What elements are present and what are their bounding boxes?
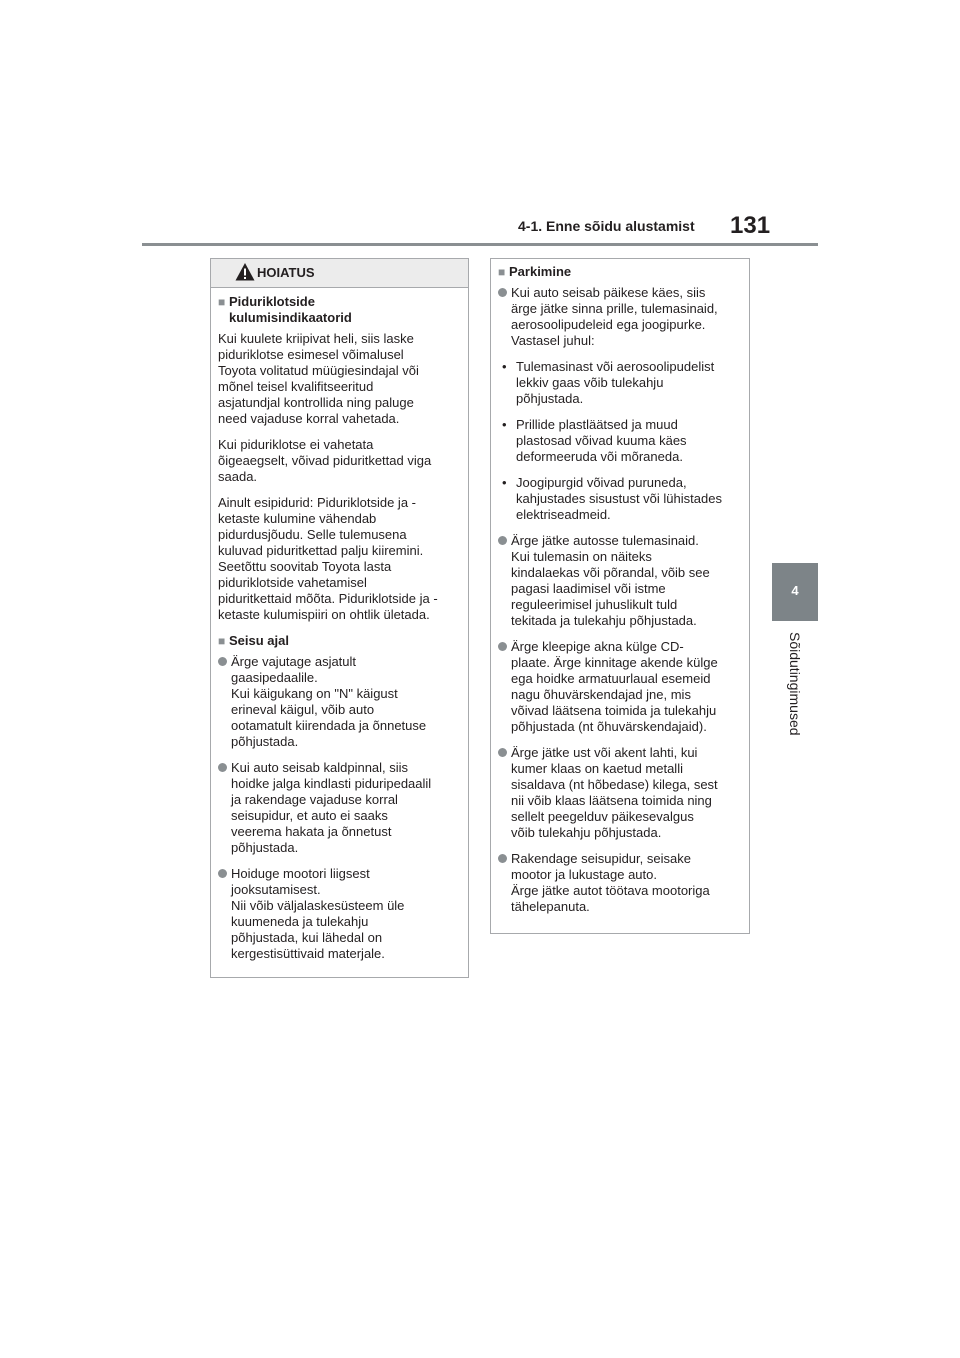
paragraph: Kui piduriklotse ei vahetata õigeaegselt, võivad piduritkettad viga saada.: [218, 437, 432, 484]
round-bullet-icon: [218, 763, 227, 772]
square-bullet-icon: ■: [218, 295, 226, 309]
chapter-tab: [772, 563, 818, 621]
list-item: Kui auto seisab päikese käes, siis ärge jätke sinna prille, tulemasinaid, aerosoolipudeleid ega joogipurke. Vastasel juhul:: [498, 285, 743, 349]
list-item: Ärge kleepige akna külge CD- plaate. Ärge kinnitage akende külge ega hoidke armatuurlaual esemeid nagu õhuvärskendajad jne, mis võivad läätsena toimida ja tulekahju põhjustada (nt õhuvärskendajaid).: [498, 639, 743, 735]
page-number: 131: [730, 212, 771, 239]
round-bullet-icon: [498, 536, 507, 545]
section-title: 4-1. Enne sõidu alustamist: [518, 218, 695, 234]
parked-heading: ■ Seisu ajal: [218, 633, 289, 648]
warning-content: [211, 288, 468, 962]
warning-header: [211, 259, 468, 288]
bullet-item: • Tulemasinast või aerosoolipudelist lekkiv gaas võib tulekahju põhjustada.: [498, 359, 743, 407]
square-bullet-icon: ■: [498, 265, 506, 279]
warning-title: HOIATUS: [257, 265, 315, 280]
list-item: Rakendage seisupidur, seisake mootor ja lukustage auto. Ärge jätke autot töötava mootoriga tähelepanuta.: [498, 851, 743, 915]
round-bullet-icon: [218, 657, 227, 666]
chapter-side-label: Sõidutingimused: [787, 632, 803, 736]
bullet-icon: •: [502, 417, 507, 432]
parking-content: [491, 259, 749, 915]
round-bullet-icon: [498, 748, 507, 757]
brake-pad-heading: ■ Piduriklotside kulumisindikaatorid: [218, 294, 352, 325]
parking-heading: ■ Parkimine: [498, 264, 572, 279]
bullet-icon: •: [502, 359, 507, 374]
bullet-item: • Prillide plastläätsed ja muud plastosad võivad kuuma käes deformeeruda või mõraneda.: [498, 417, 743, 465]
round-bullet-icon: [498, 642, 507, 651]
list-item: Ärge vajutage asjatult gaasipedaalile. Kui käigukang on "N" käigust erineval käigul, võib auto ootamatult kiirendada ja õnnetuse põhjustada.: [218, 654, 462, 750]
list-item: Hoiduge mootori liigsest jooksutamisest. Nii võib väljalaskesüsteem üle kuumeneda ja tulekahju põhjustada, kui lähedal on kergestisüttivaid materjale.: [218, 866, 462, 962]
list-item: Ärge jätke autosse tulemasinaid. Kui tulemasin on näiteks kindalaekas või põrandal, võib see pagasi laadimisel või istme reguleerimisel juhuslikult tuld tekitada ja tulekahju põhjustada.: [498, 533, 743, 629]
square-bullet-icon: ■: [218, 634, 226, 648]
list-item: Kui auto seisab kaldpinnal, siis hoidke jalga kindlasti piduripedaalil ja rakendage vajaduse korral seisupidur, et auto ei saaks veerema hakata ja õnnetust põhjustada.: [218, 760, 462, 856]
parking-box: [490, 258, 750, 934]
bullet-item: • Joogipurgid võivad puruneda, kahjustades sisustust või lühistades elektriseadmeid.: [498, 475, 743, 523]
warning-box: [210, 258, 469, 978]
warning-triangle-icon: [235, 262, 255, 282]
bullet-icon: •: [502, 475, 507, 490]
header-divider: [142, 243, 818, 246]
paragraph: Ainult esipidurid: Piduriklotside ja - ketaste kulumine vähendab pidurdusjõudu. Selle tulemusena kuluvad piduritkettad palju kiiremini. Seetõttu soovitab Toyota lasta piduriklotside vahetamisel piduritkettaid mõõta. Piduriklotside ja - ketaste kulumispiiri on ohtlik ületada.: [218, 495, 438, 622]
round-bullet-icon: [498, 288, 507, 297]
chapter-tab-number: 4: [791, 583, 799, 598]
round-bullet-icon: [218, 869, 227, 878]
paragraph: Kui kuulete kriipivat heli, siis laske piduriklotse esimesel võimalusel Toyota volitatud müügiesindajal või mõnel teisel kvalifitseeritud asjatundjal kontrollida ning paluge need vajaduse korral vahetada.: [218, 331, 419, 426]
list-item: Ärge jätke ust või akent lahti, kui kumer klaas on kaetud metalli sisaldava (nt hõbedase) kilega, sest nii võib klaas läätsena toimida ning sellelt peegelduv päikesevalgus võib tulekahju põhjustada.: [498, 745, 743, 841]
round-bullet-icon: [498, 854, 507, 863]
